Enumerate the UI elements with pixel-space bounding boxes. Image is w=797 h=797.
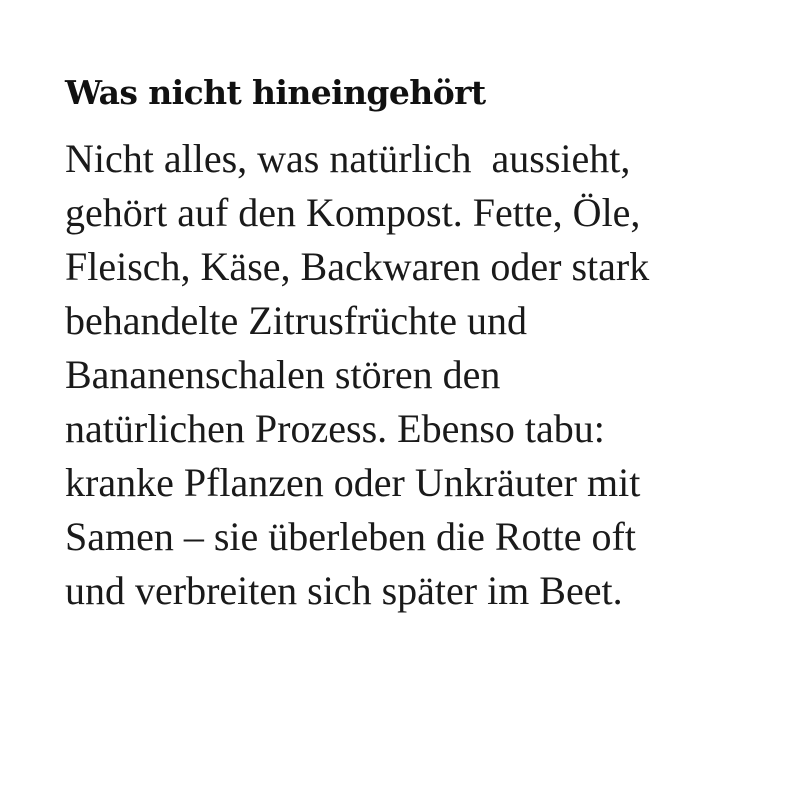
paragraph-line: Bananenschalen stören den (65, 352, 501, 397)
paragraph-line: Fleisch, Käse, Backwaren oder stark (65, 244, 650, 289)
paragraph-line: Samen – sie überleben die Rotte oft (65, 514, 636, 559)
paragraph-line: behandelte Zitrusfrüchte und (65, 298, 528, 343)
paragraph-line: und verbreiten sich später im Beet. (65, 568, 623, 613)
section-heading: Was nicht hineingehört (65, 73, 486, 112)
text-block (65, 68, 765, 618)
paragraph-line: kranke Pflanzen oder Unkräuter mit (65, 460, 641, 505)
body-paragraph (65, 132, 765, 618)
paragraph-line: Nicht alles, was natürlich aussieht, (65, 136, 631, 181)
paragraph-line: gehört auf den Kompost. Fette, Öle, (65, 190, 641, 235)
paragraph-line: natürlichen Prozess. Ebenso tabu: (65, 406, 605, 451)
